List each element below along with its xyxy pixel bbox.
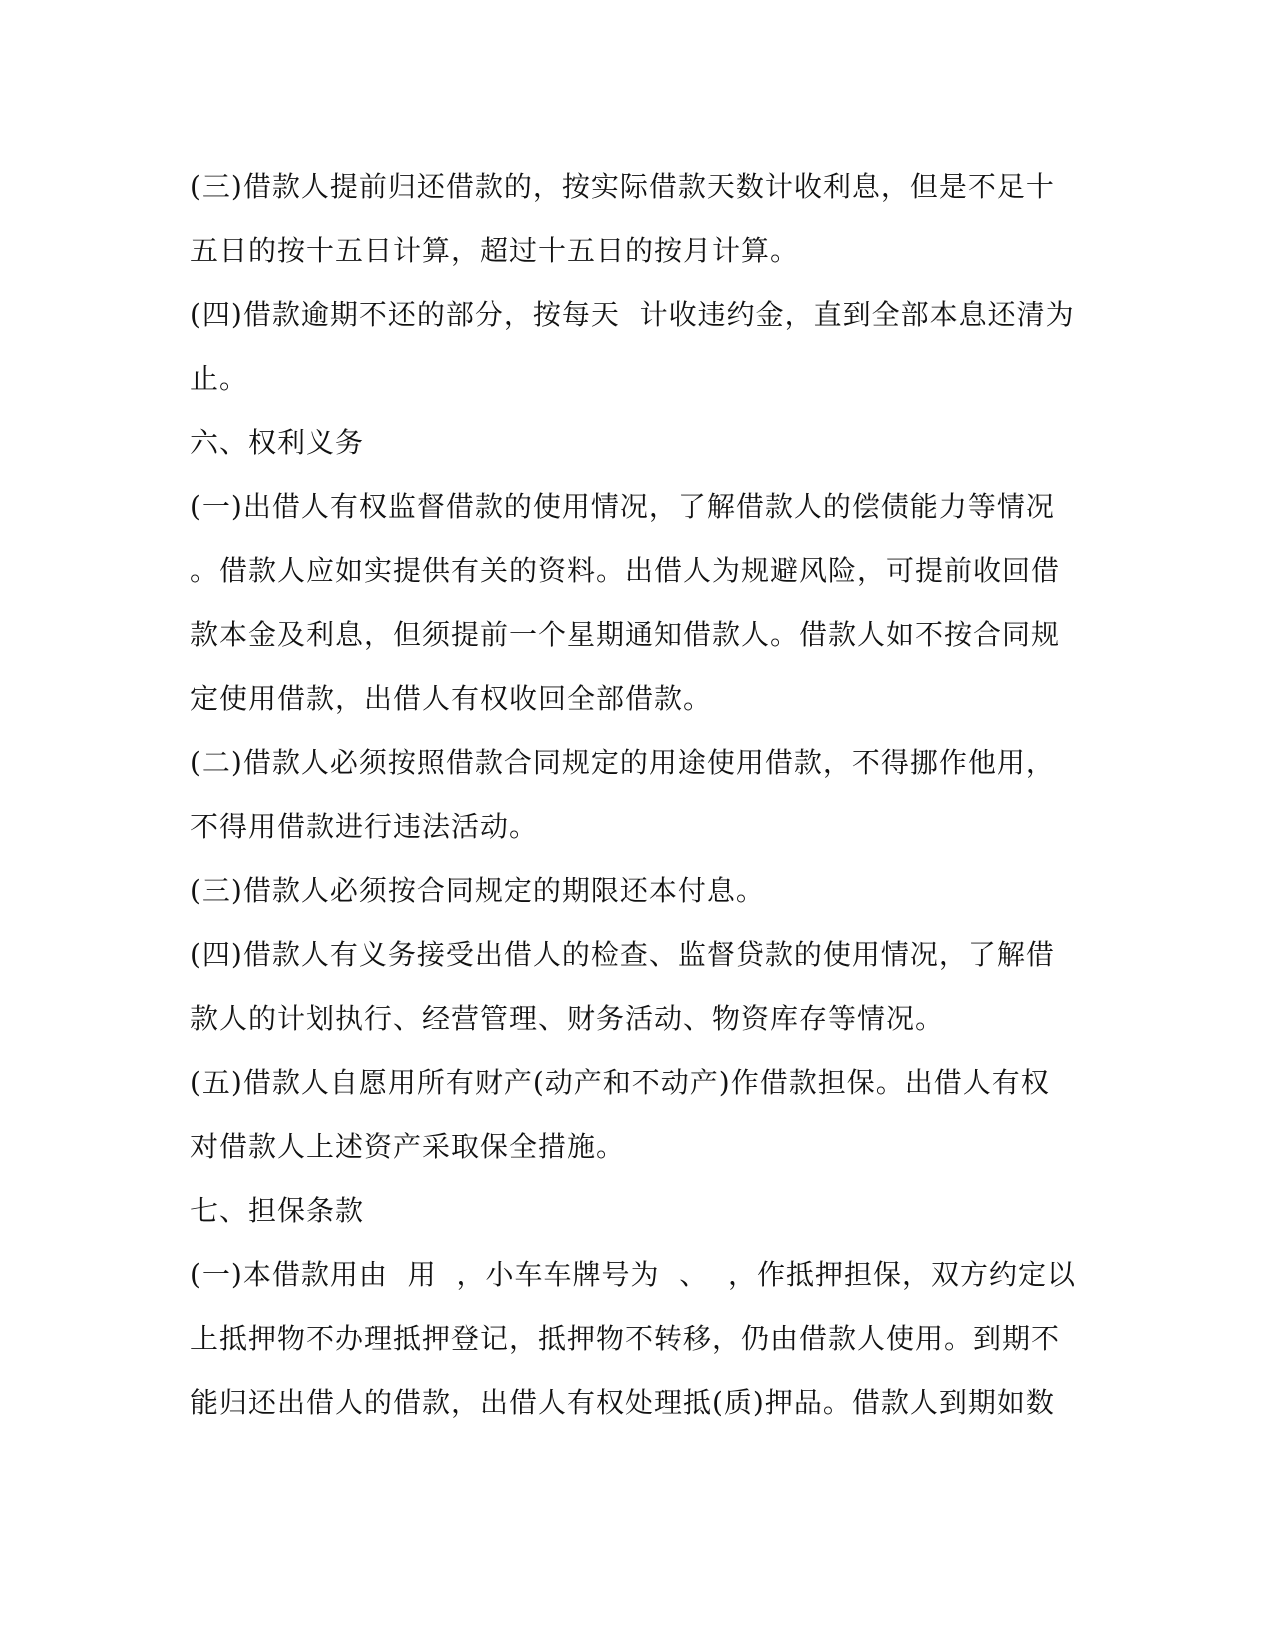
section-heading: 六、权利义务	[190, 426, 365, 459]
text-line: 五日的按十五日计算，超过十五日的按月计算。	[190, 234, 800, 267]
text-line: 上抵押物不办理抵押登记，抵押物不转移，仍由借款人使用。到期不	[190, 1322, 1061, 1355]
text-line: 定使用借款，出借人有权收回全部借款。	[190, 682, 713, 715]
document-body	[190, 155, 1077, 1435]
text-line: (一)出借人有权监督借款的使用情况，了解借款人的偿债能力等情况	[190, 490, 1055, 523]
text-line: 不得用借款进行违法活动。	[190, 810, 539, 843]
text-line: 。借款人应如实提供有关的资料。出借人为规避风险，可提前收回借	[190, 554, 1061, 587]
text-line: (三)借款人必须按合同规定的期限还本付息。	[190, 874, 765, 907]
text-line: (四)借款人有义务接受出借人的检查、监督贷款的使用情况，了解借	[190, 938, 1055, 971]
text-line: 对借款人上述资产采取保全措施。	[190, 1130, 626, 1163]
section-heading: 七、担保条款	[190, 1194, 365, 1227]
text-line: (五)借款人自愿用所有财产(动产和不动产)作借款担保。出借人有权	[190, 1066, 1050, 1099]
text-line: (二)借款人必须按照借款合同规定的用途使用借款，不得挪作他用，	[190, 746, 1055, 779]
text-line: 款本金及利息，但须提前一个星期通知借款人。借款人如不按合同规	[190, 618, 1061, 651]
text-line: 能归还出借人的借款，出借人有权处理抵(质)押品。借款人到期如数	[190, 1386, 1055, 1419]
text-line: (三)借款人提前归还借款的，按实际借款天数计收利息，但是不足十	[190, 170, 1055, 203]
text-line: (一)本借款用由 用 ，小车车牌号为 、 ，作抵押担保，双方约定以	[190, 1258, 1077, 1291]
text-line: 止。	[190, 362, 249, 395]
text-line: (四)借款逾期不还的部分，按每天 计收违约金，直到全部本息还清为	[190, 298, 1075, 331]
text-line: 款人的计划执行、经营管理、财务活动、物资库存等情况。	[190, 1002, 945, 1035]
